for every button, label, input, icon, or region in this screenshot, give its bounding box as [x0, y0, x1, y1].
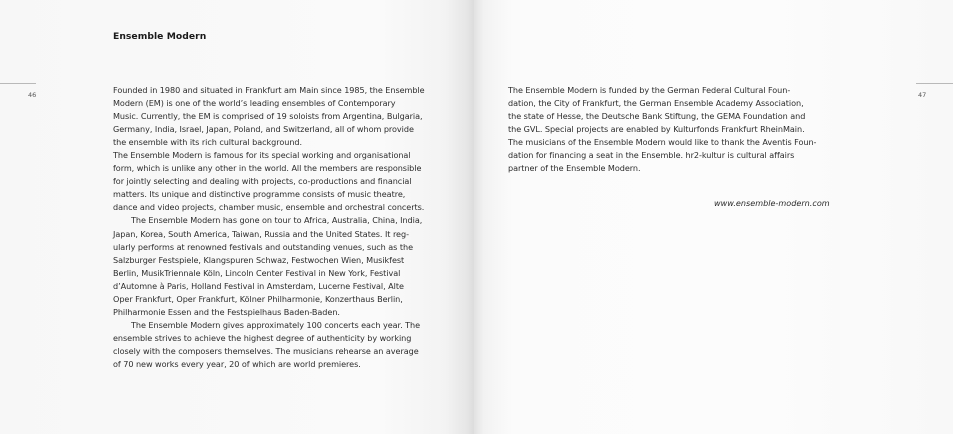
- website-link[interactable]: www.ensemble-modern.com: [714, 198, 830, 208]
- text-line: closely with the composers themselves. The musicians rehearse an average: [113, 345, 419, 356]
- text-line: matters. Its unique and distinctive programme consists of music theatre,: [113, 189, 406, 200]
- text-line: partner of the Ensemble Modern.: [508, 163, 641, 174]
- text-line: Salzburger Festspiele, Klangspuren Schwaz, Festwochen Wien, Musikfest: [113, 254, 405, 265]
- text-line: the state of Hesse, the Deutsche Bank Stiftung, the GEMA Foundation and: [508, 111, 806, 122]
- text-line: form, which is unlike any other in the world. All the members are responsible: [113, 163, 422, 174]
- text-line: Philharmonie Essen and the Festspielhaus Baden-Baden.: [113, 306, 340, 317]
- body-text-left: [113, 84, 458, 371]
- text-line: ularly performs at renowned festivals and outstanding venues, such as the: [113, 241, 414, 252]
- text-line: The Ensemble Modern gives approximately 100 concerts each year. The: [131, 319, 421, 330]
- text-line: Oper Frankfurt, Oper Frankfurt, Kölner Philharmonie, Konzerthaus Berlin,: [113, 293, 403, 304]
- text-line: Berlin, MusikTriennale Köln, Lincoln Center Festival in New York, Festival: [113, 267, 401, 278]
- text-line: the ensemble with its rich cultural background.: [113, 137, 303, 148]
- text-line: dation, the City of Frankfurt, the German Ensemble Academy Association,: [508, 98, 804, 109]
- right-page: [474, 0, 953, 434]
- text-line: Music. Currently, the EM is comprised of 19 soloists from Argentina, Bulgaria,: [113, 111, 423, 122]
- text-line: Germany, India, Israel, Japan, Poland, and Switzerland, all of whom provide: [113, 124, 414, 135]
- text-line: ensemble strives to achieve the highest degree of authenticity by working: [113, 332, 412, 343]
- text-line: d’Automne à Paris, Holland Festival in Amsterdam, Lucerne Festival, Alte: [113, 280, 404, 291]
- text-line: The Ensemble Modern is famous for its special working and organisational: [113, 150, 411, 161]
- text-line: for jointly selecting and dealing with projects, co-productions and financial: [113, 176, 412, 187]
- page-number-left: 46: [28, 91, 37, 99]
- text-line: the GVL. Special projects are enabled by Kulturfonds Frankfurt RheinMain.: [508, 124, 805, 135]
- text-line: dance and video projects, chamber music, ensemble and orchestral concerts.: [113, 202, 425, 213]
- text-line: The Ensemble Modern has gone on tour to Africa, Australia, China, India,: [131, 215, 423, 226]
- text-line: Founded in 1980 and situated in Frankfurt am Main since 1985, the Ensemble: [113, 85, 425, 95]
- text-line: dation for financing a seat in the Ensemble. hr2-kultur is cultural affairs: [508, 150, 795, 161]
- text-line: of 70 new works every year, 20 of which are world premieres.: [113, 358, 361, 369]
- margin-rule-left: [0, 83, 36, 84]
- text-line: The Ensemble Modern is funded by the German Federal Cultural Foun-: [508, 85, 791, 95]
- text-line: Japan, Korea, South America, Taiwan, Russia and the United States. It reg-: [113, 228, 409, 239]
- page-number-right: 47: [918, 91, 927, 99]
- text-line: The musicians of the Ensemble Modern would like to thank the Aventis Foun-: [508, 137, 817, 148]
- text-line: Modern (EM) is one of the world’s leading ensembles of Contemporary: [113, 98, 396, 109]
- left-page: [0, 0, 474, 434]
- body-text-right: [508, 84, 853, 175]
- running-head: Ensemble Modern: [113, 31, 207, 42]
- margin-rule-right: [916, 83, 953, 84]
